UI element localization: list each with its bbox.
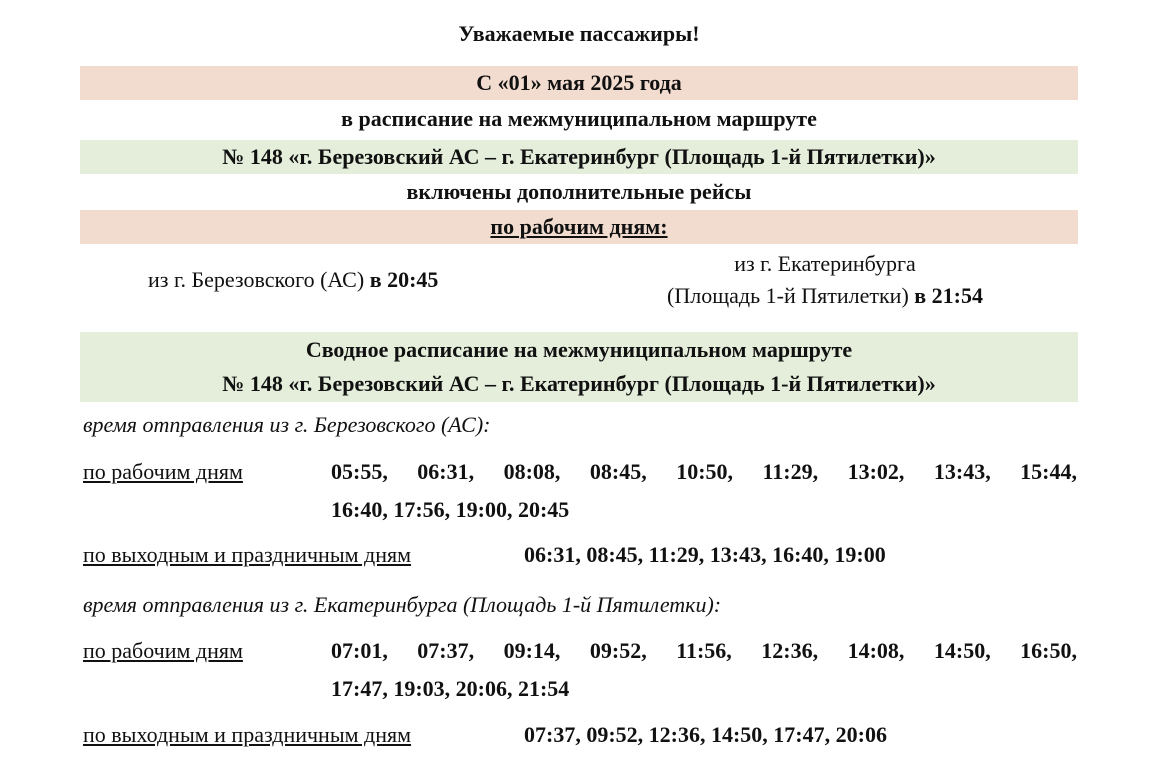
added-trips-text: включены дополнительные рейсы bbox=[406, 179, 752, 204]
berezovsky-weekend-label: по выходным и праздничным дням bbox=[83, 542, 412, 567]
workdays-heading bbox=[80, 210, 1078, 244]
notice-title: Уважаемые пассажиры! bbox=[458, 21, 700, 46]
berezovsky-workdays-times bbox=[331, 453, 1077, 529]
ekb-workdays-label: по рабочим дням bbox=[83, 638, 243, 663]
ekb-workdays-times-line1: 07:01, 07:37, 09:14, 09:52, 11:56, 12:36, 14:08, 14:50, 16:50, bbox=[331, 638, 1077, 663]
extra-trip-berezovsky-time: в 20:45 bbox=[369, 267, 439, 292]
route-intro: в расписание на межмуниципальном маршруте bbox=[341, 106, 817, 131]
ekb-workdays-times bbox=[331, 632, 1077, 708]
berezovsky-weekend-times: 06:31, 08:45, 11:29, 13:43, 16:40, 19:00 bbox=[524, 542, 886, 567]
extra-trip-ekb-text: (Площадь 1-й Пятилетки) bbox=[667, 283, 915, 308]
workdays-heading-text: по рабочим дням: bbox=[490, 214, 668, 239]
ekb-workdays-times-line2: 17:47, 19:03, 20:06, 21:54 bbox=[331, 676, 570, 701]
ekb-weekend-label: по выходным и праздничным дням bbox=[83, 722, 412, 747]
berezovsky-workdays-times-line2: 16:40, 17:56, 19:00, 20:45 bbox=[331, 497, 570, 522]
summary-heading bbox=[80, 332, 1078, 402]
extra-trip-ekb-time: в 21:54 bbox=[914, 283, 983, 308]
extra-trip-ekb-line1: из г. Екатеринбурга bbox=[734, 251, 916, 276]
berezovsky-workdays-label: по рабочим дням bbox=[83, 459, 243, 484]
extra-trip-berezovsky-text: из г. Березовского (АС) bbox=[148, 267, 370, 292]
summary-line2: № 148 «г. Березовский АС – г. Екатеринбург (Площадь 1-й Пятилетки)» bbox=[222, 371, 936, 396]
berezovsky-departures-heading: время отправления из г. Березовского (АС): bbox=[83, 412, 491, 437]
ekb-departures-heading: время отправления из г. Екатеринбурга (Площадь 1-й Пятилетки): bbox=[83, 592, 722, 617]
summary-line1: Сводное расписание на межмуниципальном маршруте bbox=[305, 337, 853, 362]
extra-trip-ekb-line2 bbox=[600, 280, 1050, 312]
extra-trip-berezovsky bbox=[148, 264, 438, 296]
extra-trip-ekb bbox=[600, 248, 1050, 312]
route-name: № 148 «г. Березовский АС – г. Екатеринбург (Площадь 1-й Пятилетки)» bbox=[80, 140, 1078, 174]
berezovsky-workdays-times-line1: 05:55, 06:31, 08:08, 08:45, 10:50, 11:29, 13:02, 13:43, 15:44, bbox=[331, 459, 1077, 484]
effective-date: С «01» мая 2025 года bbox=[80, 66, 1078, 100]
ekb-weekend-times: 07:37, 09:52, 12:36, 14:50, 17:47, 20:06 bbox=[524, 722, 887, 747]
